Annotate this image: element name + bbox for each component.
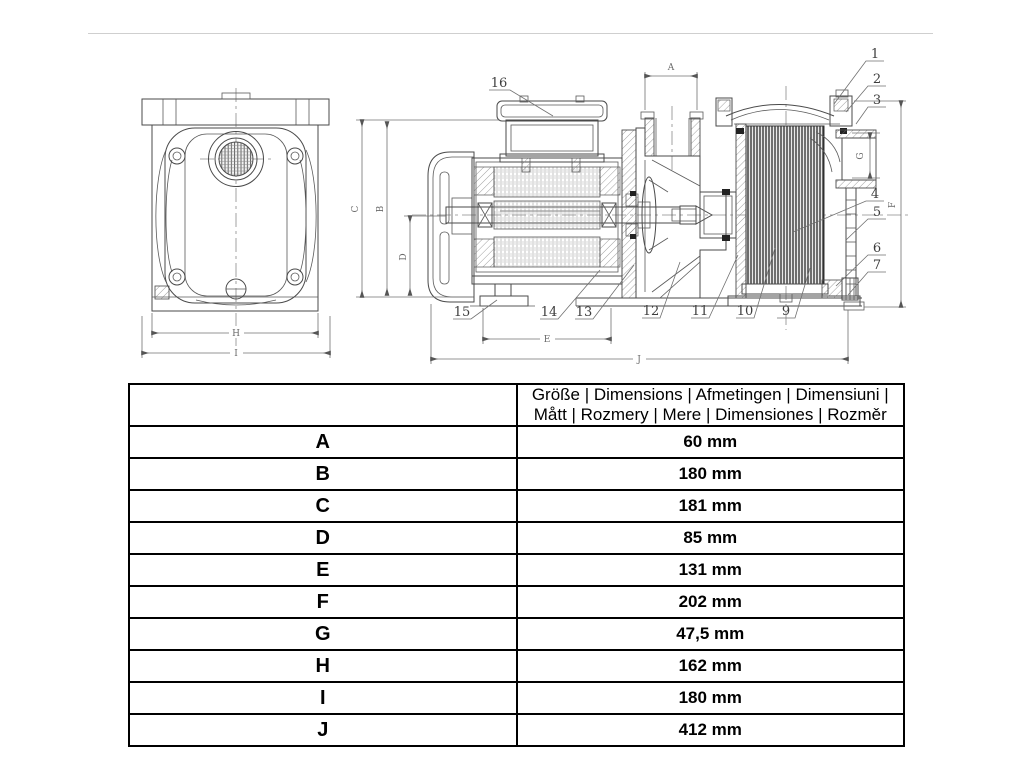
fan-cover [428,152,474,302]
motor-housing [472,158,622,276]
row-value-cell: 181 mm [517,490,905,522]
tank-drain-plug [822,278,858,300]
motor-foot [470,276,622,306]
table-row [129,490,904,522]
dim-label-i: I [234,349,238,359]
dimension-d [399,216,446,295]
base-plate [576,298,862,306]
basket-bottom [742,284,828,294]
stator-winding-top [494,167,600,197]
row-label-cell: B [129,458,517,490]
svg-text:16: 16 [490,76,508,91]
strainer-tank [716,90,876,310]
row-value-cell: 180 mm [517,682,905,714]
svg-text:7: 7 [872,258,882,273]
svg-text:1: 1 [870,47,880,62]
dimension-a [645,63,697,110]
dim-label-f: F [888,201,898,209]
dimensions-table [128,383,905,747]
table-row [129,554,904,586]
dim-label-b: B [376,205,386,213]
rotor [494,201,600,229]
front-view [142,88,330,359]
svg-text:2: 2 [872,72,882,87]
dimension-b [376,122,387,295]
dim-label-c: C [351,205,361,213]
row-label-cell: E [129,554,517,586]
svg-text:15: 15 [453,305,471,320]
terminal-box [497,96,607,172]
table-row [129,586,904,618]
callout-11 [691,255,738,319]
callout-3 [856,93,886,124]
svg-text:13: 13 [575,305,593,320]
svg-text:6: 6 [872,241,882,256]
row-label-cell: J [129,714,517,746]
table-row [129,522,904,554]
svg-text:11: 11 [691,304,709,319]
svg-text:4: 4 [870,187,880,202]
callout-5 [846,205,886,240]
row-label-cell: D [129,522,517,554]
row-label-cell: F [129,586,517,618]
svg-text:12: 12 [642,304,660,319]
dim-label-d: D [399,253,409,261]
row-value-cell: 412 mm [517,714,905,746]
stator-winding-bottom [494,237,600,267]
row-value-cell: 131 mm [517,554,905,586]
dimension-h [152,313,318,339]
casing-backplate [622,130,636,298]
svg-text:3: 3 [872,93,882,108]
dim-label-j: J [637,355,641,365]
dim-label-h: H [232,329,240,339]
table-row [129,714,904,746]
callout-12 [642,262,680,319]
row-label-cell: G [129,618,517,650]
svg-text:9: 9 [781,304,791,319]
tank-left-wall [736,124,746,298]
table-row [129,426,904,458]
table-row [129,682,904,714]
mounting-flange [142,99,329,125]
dim-label-a: A [667,63,675,73]
row-value-cell: 202 mm [517,586,905,618]
pump-casing [622,128,726,298]
row-value-cell: 85 mm [517,522,905,554]
section-view [351,47,908,365]
strainer-basket [746,126,824,284]
side-plug [155,286,169,299]
callout-15 [453,300,497,320]
row-label-cell: I [129,682,517,714]
table-row [129,650,904,682]
row-value-cell: 47,5 mm [517,618,905,650]
dim-label-g: G [856,152,866,160]
svg-text:10: 10 [736,304,754,319]
table-row [129,618,904,650]
row-value-cell: 162 mm [517,650,905,682]
table-header-row [129,384,904,426]
table-header: Größe | Dimensions | Afmetingen | Dimensiuni | Mått | Rozmery | Mere | Dimensiones | Rozměr [517,384,905,426]
table-row [129,458,904,490]
row-value-cell: 60 mm [517,426,905,458]
svg-text:5: 5 [872,205,882,220]
row-label-cell: H [129,650,517,682]
terminal-box-cover [497,101,607,121]
svg-text:14: 14 [540,305,558,320]
row-value-cell: 180 mm [517,458,905,490]
dim-label-e: E [543,335,551,345]
row-label-cell: A [129,426,517,458]
strainer-mesh [219,142,253,176]
row-label-cell: C [129,490,517,522]
table-corner-cell [129,384,517,426]
